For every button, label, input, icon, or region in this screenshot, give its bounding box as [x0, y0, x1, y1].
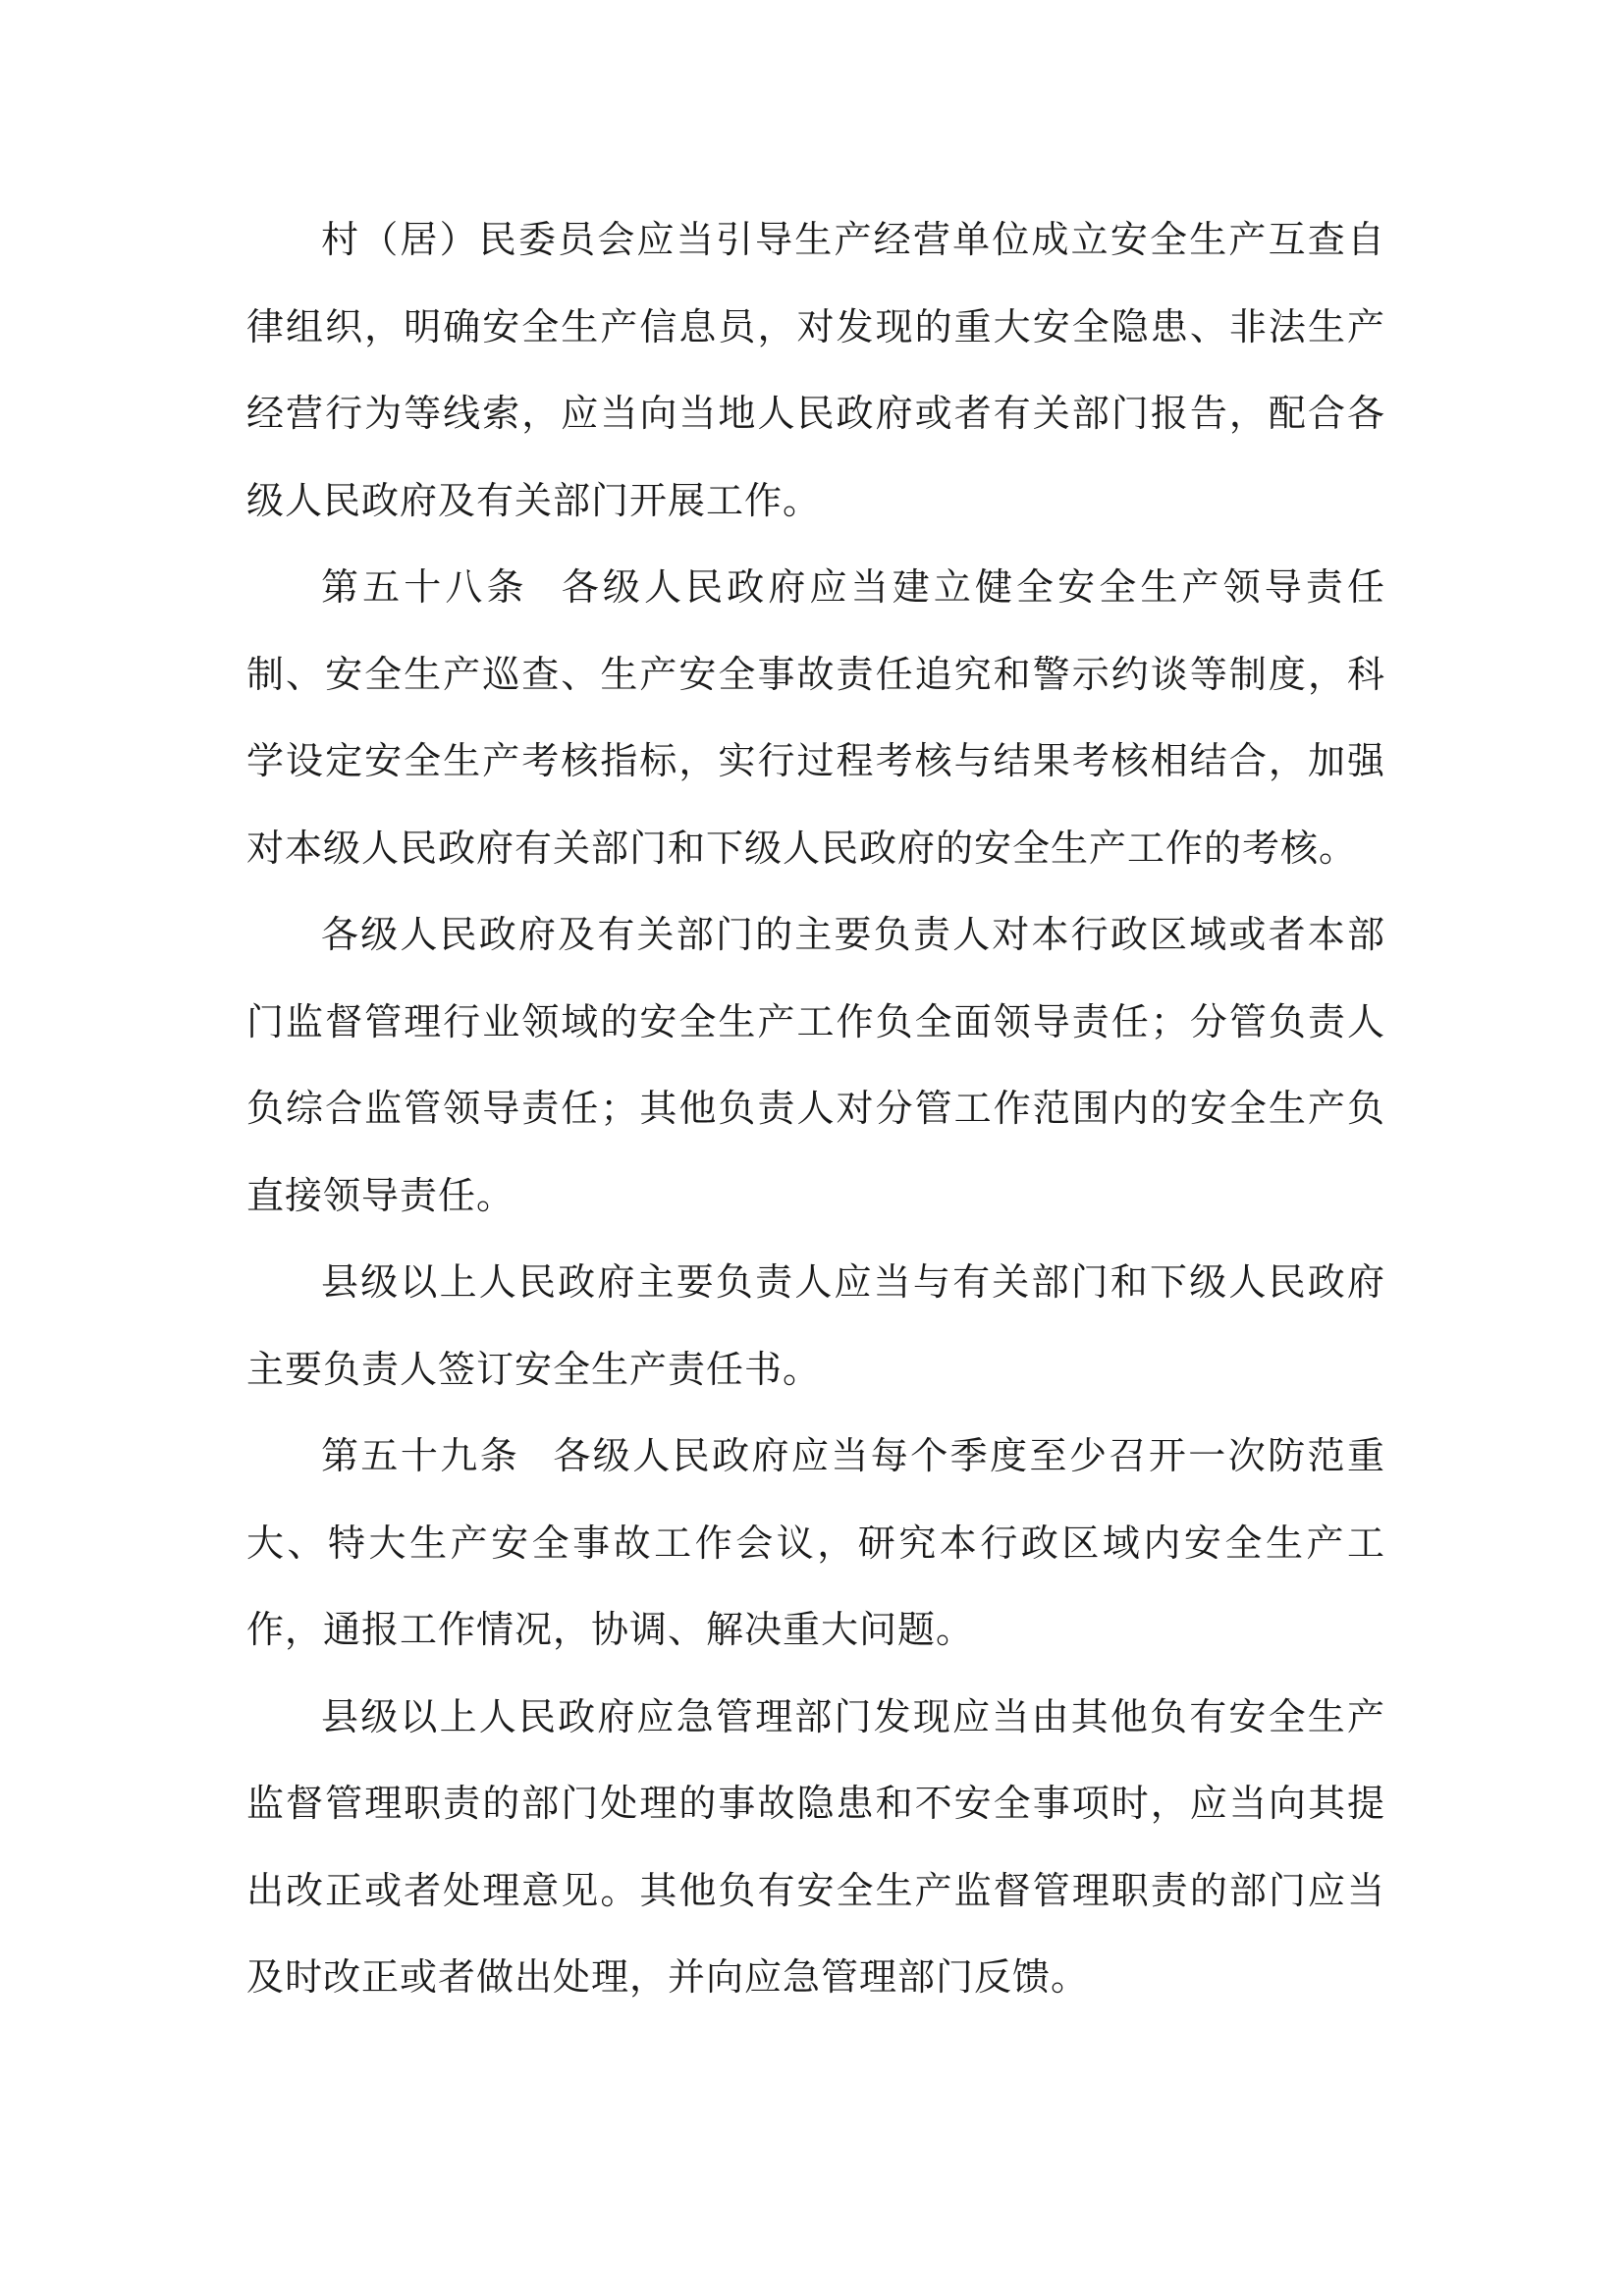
paragraph-3-text: 各级人民政府及有关部门的主要负责人对本行政区域或者本部门监督管理行业领域的安全生产工作负全面领导责任；分管负责人负综合监管领导责任；其他负责人对分管工作范围内的安全生产负直接领导责任。 — [246, 913, 1385, 1217]
paragraph-4-text: 县级以上人民政府主要负责人应当与有关部门和下级人民政府主要负责人签订安全生产责任书。 — [246, 1260, 1385, 1391]
document-body — [246, 196, 1385, 2021]
paragraph-6-text: 县级以上人民政府应急管理部门发现应当由其他负有安全生产监督管理职责的部门处理的事故隐患和不安全事项时，应当向其提出改正或者处理意见。其他负有安全生产监督管理职责的部门应当及时改正或者做出处理，并向应急管理部门反馈。 — [246, 1694, 1385, 1999]
paragraph-1 — [246, 196, 1385, 544]
paragraph-4 — [246, 1239, 1385, 1413]
article-59-paragraph — [246, 1413, 1385, 1674]
article-59-number: 第五十九条 — [321, 1434, 520, 1477]
paragraph-3 — [246, 891, 1385, 1239]
paragraph-1-text: 村（居）民委员会应当引导生产经营单位成立安全生产互查自律组织，明确安全生产信息员，对发现的重大安全隐患、非法生产经营行为等线索，应当向当地人民政府或者有关部门报告，配合各级人民政府及有关部门开展工作。 — [246, 218, 1385, 522]
paragraph-6 — [246, 1674, 1385, 2021]
article-59-text: 各级人民政府应当每个季度至少召开一次防范重大、特大生产安全事故工作会议，研究本行政区域内安全生产工作，通报工作情况，协调、解决重大问题。 — [246, 1434, 1385, 1651]
article-58-text: 各级人民政府应当建立健全安全生产领导责任制、安全生产巡查、生产安全事故责任追究和警示约谈等制度，科学设定安全生产考核指标，实行过程考核与结果考核相结合，加强对本级人民政府有关部门和下级人民政府的安全生产工作的考核。 — [246, 565, 1385, 870]
article-58-paragraph — [246, 544, 1385, 891]
article-58-number: 第五十八条 — [321, 565, 528, 609]
